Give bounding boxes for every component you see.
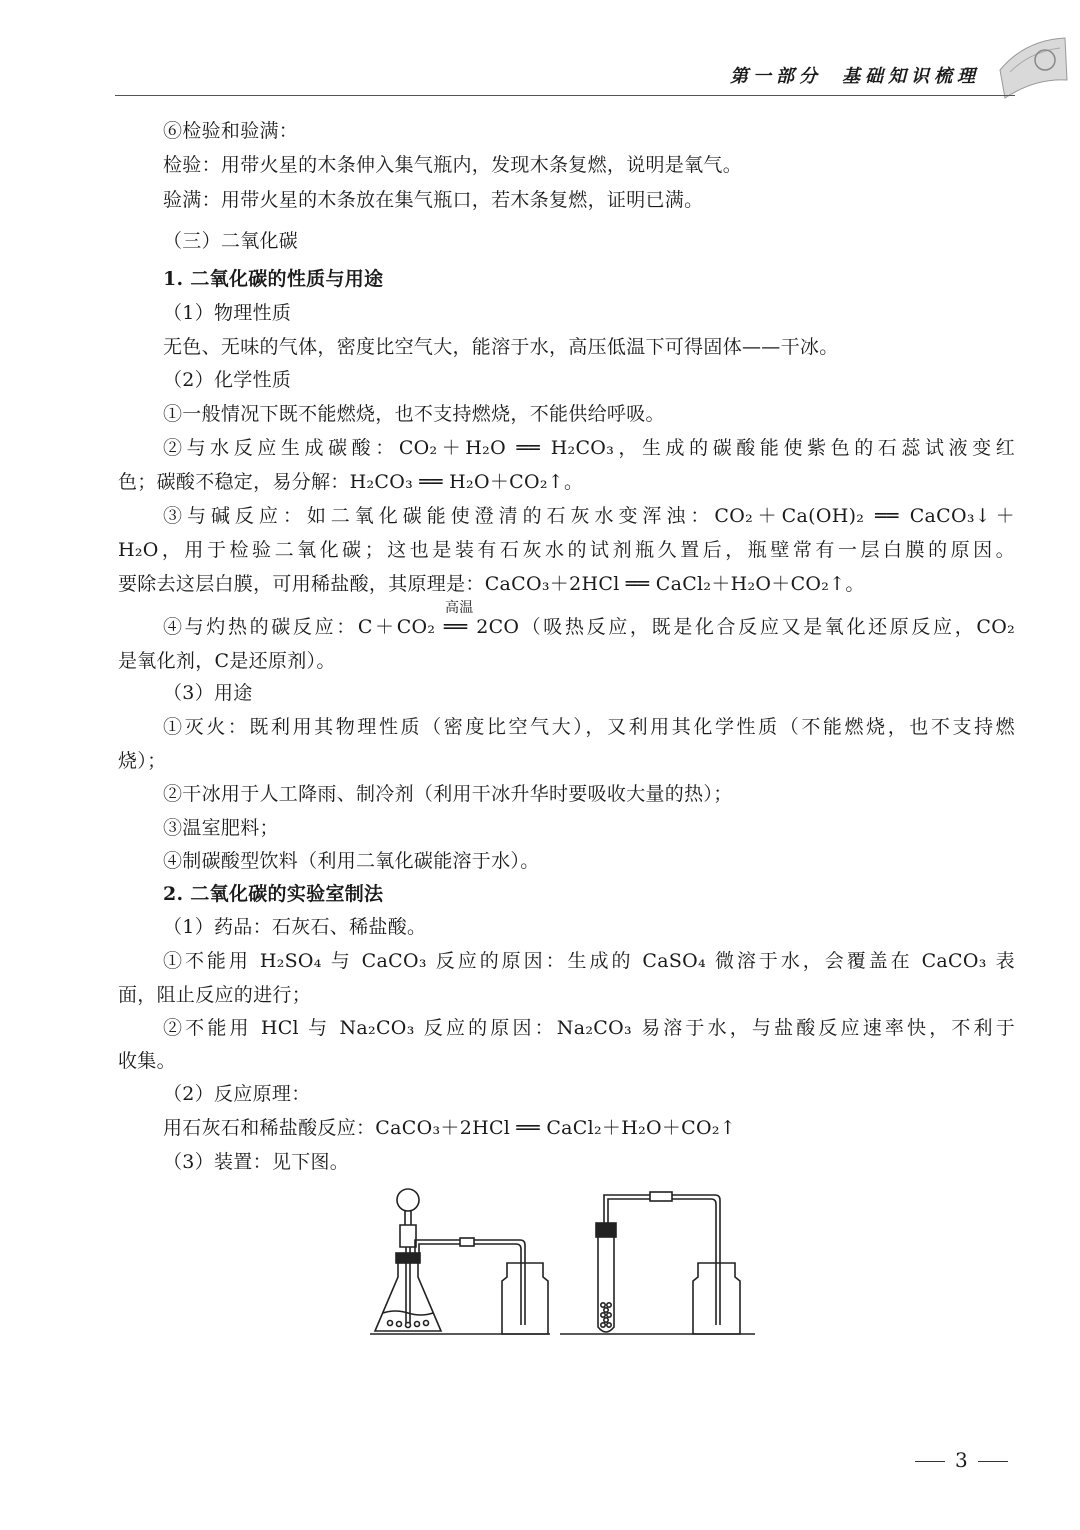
text-line: 验满：用带火星的木条放在集气瓶口，若木条复燃，证明已满。 [163,189,704,211]
text-line: ②不能用 HCl 与 Na₂CO₃ 反应的原因：Na₂CO₃ 易溶于水，与盐酸反应速率快，不利于 [163,1017,1015,1039]
text-line: ①灭火：既利用其物理性质（密度比空气大），又利用其化学性质（不能燃烧，也不支持燃 [163,716,1015,738]
text-line: （2）反应原理： [163,1083,311,1105]
text-line: ①一般情况下既不能燃烧，也不支持燃烧，不能供给呼吸。 [163,403,665,425]
reaction-condition: 高温 [445,600,474,616]
header-title: 基础知识梳理 [842,66,980,87]
text-line: 无色、无味的气体，密度比空气大，能溶于水，高压低温下可得固体——干冰。 [163,336,839,358]
text-line: 色；碳酸不稳定，易分解：H₂CO₃ ══ H₂O＋CO₂↑。 [118,471,584,493]
header-part: 第一部分 [730,66,822,87]
section-heading: （三）二氧化碳 [163,230,299,252]
text-line: 烧）； [118,750,167,772]
text-line: ③温室肥料； [163,817,279,839]
subsection-heading: 2. 二氧化碳的实验室制法 [163,883,384,905]
text-line: （1）物理性质 [163,302,292,324]
text-line: H₂O，用于检验二氧化碳；这也是装有石灰水的试剂瓶久置后，瓶壁常有一层白膜的原因。 [118,539,1015,561]
subsection-heading: 1. 二氧化碳的性质与用途 [163,268,384,290]
text-line: （2）化学性质 [163,369,292,391]
text-line: ③与碱反应：如二氧化碳能使澄清的石灰水变浑浊：CO₂＋Ca(OH)₂ ══ CaCO₃↓＋ [163,505,1015,527]
text-line: （1）药品：石灰石、稀盐酸。 [163,916,427,938]
header-rule [115,95,1015,96]
text-line: 收集。 [118,1050,176,1072]
text-line: 要除去这层白膜，可用稀盐酸，其原理是：CaCO₃＋2HCl ══ CaCl₂＋H₂O＋CO₂↑。 [118,573,865,595]
conical-flask-apparatus [370,1189,550,1334]
text-line: 用石灰石和稀盐酸反应：CaCO₃＋2HCl ══ CaCl₂＋H₂O＋CO₂↑ [163,1117,737,1139]
page-header [730,62,980,88]
book-corner-decoration [995,30,1070,100]
page-number-value: 3 [955,1448,968,1472]
text-line: ②干冰用于人工降雨、制冷剂（利用干冰升华时要吸收大量的热）； [163,783,733,805]
page-number [905,1448,1018,1472]
text-line: ①不能用 H₂SO₄ 与 CaCO₃ 反应的原因：生成的 CaSO₄ 微溶于水，会覆盖在 CaCO₃ 表 [163,950,1015,972]
text-line: 面，阻止反应的进行； [118,984,312,1006]
text-line: ④制碳酸型饮料（利用二氧化碳能溶于水）。 [163,850,540,872]
text-line: ④与灼热的碳反应：C＋CO₂ ══ 2CO（吸热反应，既是化合反应又是氧化还原反应，CO₂ [163,616,1015,638]
text-line: ②与水反应生成碳酸：CO₂＋H₂O ══ H₂CO₃，生成的碳酸能使紫色的石蕊试液变红 [163,437,1015,459]
text-line: （3）装置：见下图。 [163,1151,350,1173]
co2-apparatus-diagram [365,1185,760,1340]
text-line: 是氧化剂，C是还原剂）。 [118,650,336,672]
text-line: 检验：用带火星的木条伸入集气瓶内，发现木条复燃，说明是氧气。 [163,154,743,176]
text-line: ⑥检验和验满： [163,120,299,142]
text-line: （3）用途 [163,682,253,704]
